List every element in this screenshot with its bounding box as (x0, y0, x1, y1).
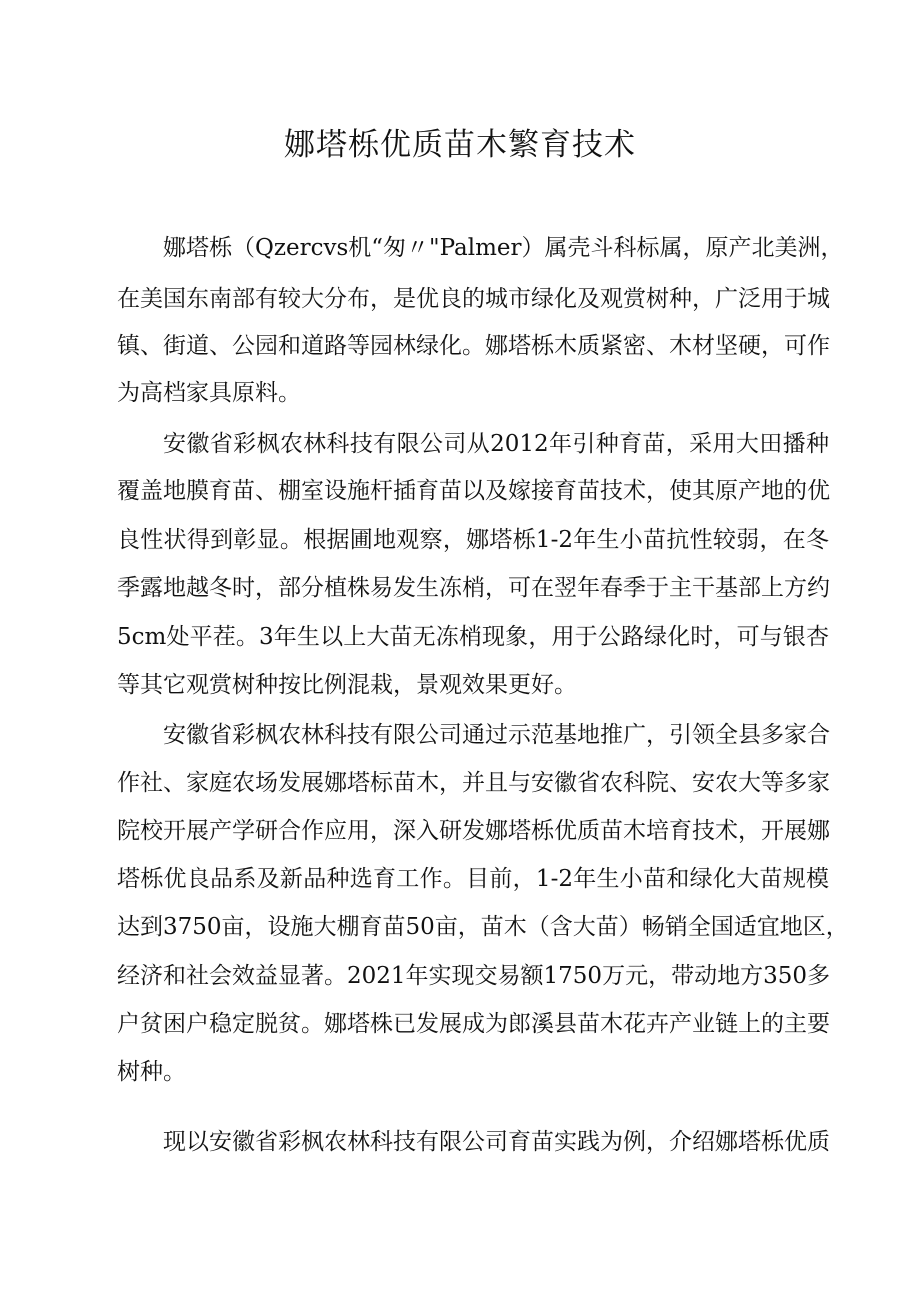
paragraph-2-line-5: 5cm处平茬。3年生以上大苗无冻梢现象，用于公路绿化时，可与银杏 (117, 624, 829, 650)
paragraph-3-line-2: 作社、家庭农场发展娜塔标苗木，并且与安徽省农科院、安农大等多家 (117, 770, 830, 796)
paragraph-2-line-4: 季露地越冬时，部分植株易发生冻梢，可在翌年春季于主干基部上方约 (117, 575, 830, 601)
paragraph-1-line-2: 在美国东南部有较大分布，是优良的城市绿化及观赏树种，广泛用于城 (117, 286, 830, 312)
paragraph-2-line-6: 等其它观赏树种按比例混栽，景观效果更好。 (117, 672, 577, 698)
paragraph-3-line-3: 院校开展产学研合作应用，深入研发娜塔栎优质苗木培育技术，开展娜 (117, 818, 830, 844)
paragraph-3-line-6: 经济和社会效益显著。2021年实现交易额1750万元，带动地方350多 (117, 963, 830, 989)
document-title: 娜塔栎优质苗木繁育技术 (284, 127, 636, 163)
paragraph-2-line-3: 良性状得到彰显。根据圃地观察，娜塔栎1-2年生小苗抗性较弱，在冬 (117, 527, 829, 553)
paragraph-1-line-3: 镇、街道、公园和道路等园林绿化。娜塔栎木质紧密、木材坚硬，可作 (117, 333, 830, 359)
paragraph-3-line-5: 达到3750亩，设施大棚育苗50亩，苗木（含大苗）畅销全国适宜地区， (117, 914, 849, 940)
paragraph-3-line-1: 安徽省彩枫农林科技有限公司通过示范基地推广，引领全县多家合 (163, 722, 830, 748)
paragraph-2-line-1: 安徽省彩枫农林科技有限公司从2012年引种育苗，采用大田播种 (163, 431, 829, 457)
paragraph-1-line-1: 娜塔栎（Qzercvs机“匆〃"Palmer）属壳斗科标属，原产北美洲， (163, 235, 844, 261)
paragraph-3-line-8: 树种。 (117, 1059, 186, 1085)
paragraph-4-line-1: 现以安徽省彩枫农林科技有限公司育苗实践为例，介绍娜塔栎优质 (163, 1129, 830, 1155)
paragraph-2-line-2: 覆盖地膜育苗、棚室设施杆插育苗以及嫁接育苗技术，使其原产地的优 (117, 478, 830, 504)
paragraph-3-line-4: 塔栎优良品系及新品种选育工作。目前，1-2年生小苗和绿化大苗规模 (117, 866, 829, 892)
paragraph-1-line-4: 为高档家具原料。 (117, 380, 301, 406)
paragraph-3-line-7: 户贫困户稳定脱贫。娜塔株已发展成为郎溪县苗木花卉产业链上的主要 (117, 1011, 830, 1037)
